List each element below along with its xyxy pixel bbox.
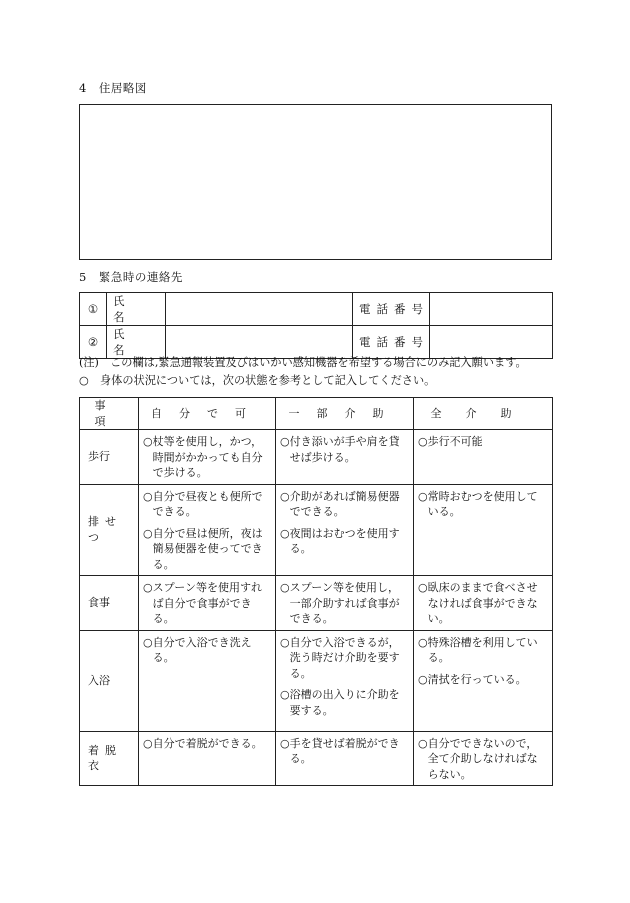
status-option-cell[interactable]: [414, 430, 553, 485]
circle-marker-icon: ○: [280, 489, 290, 503]
status-option-text: 臥床のままで食べさせなければ食事ができない。: [427, 581, 538, 625]
status-option-text: 自分で昼夜とも便所でできる。: [152, 489, 263, 518]
status-option-text: 自分で入浴でき洗える。: [152, 635, 252, 664]
status-option-cell-content: [276, 430, 413, 468]
header-self: [139, 398, 276, 430]
status-option[interactable]: [280, 580, 407, 627]
circle-marker-icon: ○: [418, 672, 428, 686]
status-option[interactable]: [143, 635, 269, 666]
status-option[interactable]: [280, 736, 407, 767]
residence-sketch-box[interactable]: [79, 104, 552, 260]
header-item: [80, 398, 139, 430]
name-field[interactable]: [166, 293, 353, 326]
status-row-bathing: [80, 630, 553, 731]
status-option-cell[interactable]: [139, 430, 276, 485]
circle-marker-icon: ○: [418, 581, 428, 594]
circle-marker-icon: ○: [143, 435, 153, 448]
status-option-cell[interactable]: [276, 430, 414, 485]
status-option-text: 常時おむつを使用している。: [427, 489, 538, 518]
circle-marker-icon: ○: [280, 526, 290, 540]
contact-number: ①: [80, 293, 107, 326]
status-row-label: [80, 576, 139, 631]
status-row-walking: [80, 430, 553, 485]
section4-title: 4 住居略図: [79, 81, 147, 95]
status-option-text: スプーン等を使用し，一部介助すれば食事ができる。: [289, 581, 400, 625]
status-option-cell[interactable]: [276, 630, 414, 731]
status-option-text: スプーン等を使用すれば自分で食事ができる。: [152, 581, 263, 625]
status-row-dressing: [80, 731, 553, 786]
circle-marker-icon: ○: [418, 489, 428, 503]
status-option-cell[interactable]: [414, 576, 553, 631]
section5-title: 5 緊急時の連絡先: [79, 270, 183, 284]
status-option[interactable]: [143, 736, 269, 752]
status-option-cell[interactable]: [139, 484, 276, 576]
header-item-text: 事項: [94, 399, 124, 428]
phone-label-text: 電話番号: [359, 302, 429, 316]
status-option-cell-content: [414, 430, 552, 453]
status-option[interactable]: [418, 635, 546, 666]
circle-marker-icon: ○: [143, 736, 153, 750]
status-option-text: 自分で着脱ができる。: [152, 736, 263, 750]
status-option-cell-content: [139, 485, 275, 576]
status-row-label: [80, 430, 139, 485]
phone-field[interactable]: [430, 293, 553, 326]
status-option-text: 自分で昼は便所，夜は簡易便器を使ってできる。: [152, 526, 263, 571]
physical-status-table: [79, 397, 553, 786]
phone-label: [353, 293, 430, 326]
status-option-text: 歩行不可能: [427, 435, 483, 448]
status-option-cell[interactable]: [414, 630, 553, 731]
status-row-excretion: [80, 484, 553, 576]
circle-marker-icon: ○: [280, 635, 290, 649]
status-option[interactable]: [280, 489, 407, 520]
header-partial: [276, 398, 414, 430]
header-partial-text: 一部介助: [288, 406, 401, 420]
status-option-cell[interactable]: [276, 576, 414, 631]
status-option[interactable]: [418, 434, 546, 450]
status-option-cell[interactable]: [414, 484, 553, 576]
name-label-text: 氏名: [113, 327, 143, 357]
status-option[interactable]: [418, 672, 546, 688]
status-option-cell-content: [139, 631, 275, 669]
status-option-cell[interactable]: [139, 630, 276, 731]
status-option[interactable]: [143, 434, 269, 481]
contact-number: ②: [80, 326, 107, 359]
circle-marker-icon: ○: [280, 688, 290, 701]
contact-row: [80, 293, 553, 326]
status-option[interactable]: [280, 635, 407, 682]
contact-row: [80, 326, 553, 359]
status-row-eating: [80, 576, 553, 631]
status-option-text: 夜間はおむつを使用する。: [289, 526, 400, 555]
circle-marker-icon: ○: [143, 635, 153, 649]
status-option-cell-content: [276, 732, 413, 770]
status-option-text: 手を貸せば着脱ができる。: [289, 736, 400, 765]
phone-label: [353, 326, 430, 359]
status-row-label-text: 入浴: [88, 673, 110, 687]
status-option[interactable]: [143, 580, 269, 627]
circle-marker-icon: ○: [280, 581, 290, 594]
status-option[interactable]: [418, 580, 546, 627]
status-option-cell-content: [414, 732, 552, 786]
status-option-text: 付き添いが手や肩を貸せば歩ける。: [289, 435, 400, 464]
status-option-cell-content: [414, 576, 552, 630]
status-option-cell[interactable]: [276, 484, 414, 576]
status-row-label-text: 食事: [88, 596, 110, 609]
header-full-text: 全介助: [430, 406, 536, 420]
status-option[interactable]: [143, 489, 269, 520]
status-header-row: [80, 398, 553, 430]
circle-marker-icon: ○: [280, 736, 290, 750]
status-row-label-text: 排せつ: [88, 515, 122, 544]
header-self-text: 自分で可: [151, 406, 263, 420]
header-full: [414, 398, 553, 430]
status-option[interactable]: [143, 526, 269, 573]
status-option-cell-content: [139, 732, 275, 755]
status-option[interactable]: [418, 736, 546, 783]
name-label: [107, 326, 166, 359]
status-option-text: 自分でできないので，全て介助しなければならない。: [427, 736, 538, 781]
status-row-label: [80, 630, 139, 731]
circle-marker-icon: ○: [143, 526, 153, 540]
status-option-text: 特殊浴槽を利用している。: [427, 635, 538, 664]
status-option-cell-content: [276, 485, 413, 560]
circle-marker-icon: ○: [418, 736, 428, 750]
status-row-label: [80, 484, 139, 576]
name-label-text: 氏名: [113, 294, 143, 324]
status-row-label-text: 着脱衣: [88, 743, 122, 773]
status-row-label-text: 歩行: [88, 450, 110, 463]
status-option-text: 清拭を行っている。: [427, 672, 527, 686]
circle-marker-icon: ○: [280, 435, 290, 448]
status-option-cell[interactable]: [139, 731, 276, 786]
status-row-label: [80, 731, 139, 786]
phone-label-text: 電話番号: [359, 335, 429, 349]
status-option-text: 介助があれば簡易便器でできる。: [289, 489, 400, 518]
name-label: [107, 293, 166, 326]
status-option[interactable]: [280, 687, 407, 718]
status-option-cell-content: [276, 631, 413, 722]
circle-marker-icon: ○: [418, 635, 428, 649]
circle-marker-icon: ○: [143, 489, 153, 503]
status-option[interactable]: [280, 434, 407, 465]
status-option-text: 自分で入浴できるが，洗う時だけ介助を要する。: [289, 635, 400, 680]
status-option-text: 杖等を使用し，かつ，時間がかかっても自分で歩ける。: [152, 435, 263, 479]
status-option-cell-content: [414, 631, 552, 691]
status-option-cell-content: [139, 430, 275, 484]
status-option-text: 浴槽の出入りに介助を要する。: [289, 688, 400, 717]
phone-field[interactable]: [430, 326, 553, 359]
status-option-cell-content: [276, 576, 413, 630]
emergency-contact-table: [79, 292, 553, 359]
name-field[interactable]: [166, 326, 353, 359]
circle-marker-icon: ○: [418, 435, 428, 448]
status-option-cell-content: [139, 576, 275, 630]
status-option-cell[interactable]: [414, 731, 553, 786]
note-physical-status: ○ 身体の状況については，次の状態を参考として記入してください。: [79, 374, 436, 387]
note-emergency: (注) この欄は,緊急通報装置及びはいかい感知機器を希望する場合にのみ記入願います。: [79, 356, 527, 369]
status-option[interactable]: [418, 489, 546, 520]
status-option-cell[interactable]: [139, 576, 276, 631]
status-option-cell[interactable]: [276, 731, 414, 786]
status-option[interactable]: [280, 526, 407, 557]
circle-marker-icon: ○: [143, 581, 153, 594]
status-option-cell-content: [414, 485, 552, 523]
